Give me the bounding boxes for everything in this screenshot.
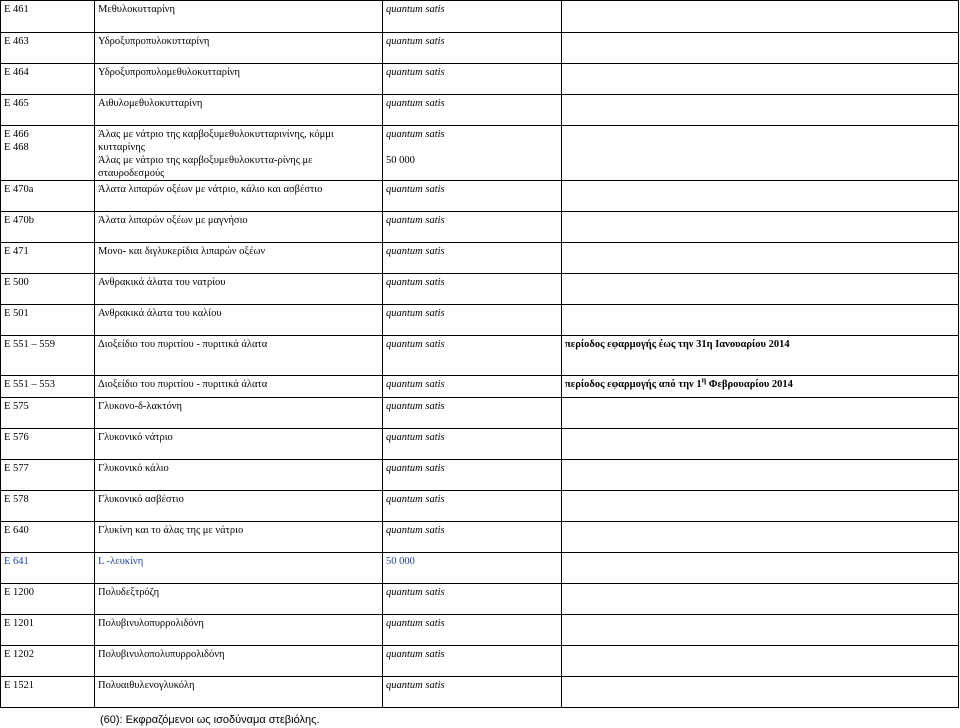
table-row	[1, 491, 959, 522]
table-row	[1, 615, 959, 646]
additive-name-cell: Διοξείδιο του πυριτίου - πυριτικά άλατα	[95, 336, 383, 376]
additive-name-cell: Πολυβινυλοπολυπυρρολιδόνη	[95, 646, 383, 677]
max-level-cell: quantum satis	[383, 491, 562, 522]
e-number-cell: E 465	[1, 95, 95, 126]
additive-name-cell: Άλατα λιπαρών οξέων με μαγνήσιο	[95, 212, 383, 243]
max-level-cell: quantum satis	[383, 64, 562, 95]
additive-name-cell: L -λευκίνη	[95, 553, 383, 584]
additive-name-cell: Πολυβινυλοπυρρολιδόνη	[95, 615, 383, 646]
max-level-cell	[383, 126, 562, 181]
max-level-cell: quantum satis	[383, 1, 562, 33]
remarks-cell	[562, 522, 959, 553]
e-number-cell: E 551 – 559	[1, 336, 95, 376]
max-level-value-2: 50 000	[386, 155, 415, 166]
table-row	[1, 274, 959, 305]
additive-name-cell: Αιθυλομεθυλοκυτταρίνη	[95, 95, 383, 126]
additive-name-cell: Άλας με νάτριο της καρβοξυμεθυλοκυτταρινίνης, κόμμι κυτταρίνης Άλας με νάτριο της καρβοξυμεθυλοκυττα-ρίνης με σταυροδεσμούς	[95, 126, 383, 181]
e-number-cell: E 463	[1, 33, 95, 64]
max-level-cell: quantum satis	[383, 274, 562, 305]
max-level-cell: quantum satis	[383, 95, 562, 126]
max-level-cell: quantum satis	[383, 677, 562, 708]
e-number-cell: E 1200	[1, 584, 95, 615]
max-level-cell: quantum satis	[383, 460, 562, 491]
max-level-cell: quantum satis	[383, 584, 562, 615]
e-number-cell: E 640	[1, 522, 95, 553]
max-level-cell: quantum satis	[383, 212, 562, 243]
additive-name-cell: Γλυκίνη και το άλας της με νάτριο	[95, 522, 383, 553]
table-row	[1, 64, 959, 95]
remarks-cell: περίοδος εφαρμογής έως την 31η Ιανουαρίου 2014	[562, 336, 959, 376]
e-number-cell: E 1202	[1, 646, 95, 677]
remarks-cell	[562, 584, 959, 615]
remarks-cell	[562, 181, 959, 212]
e-number-cell: E 575	[1, 398, 95, 429]
remarks-cell	[562, 212, 959, 243]
e-number-cell: E 641	[1, 553, 95, 584]
table-row	[1, 376, 959, 398]
e-number-cell: E 461	[1, 1, 95, 33]
remarks-cell	[562, 553, 959, 584]
e-number-cell: E 500	[1, 274, 95, 305]
max-level-cell: quantum satis	[383, 376, 562, 398]
table-row	[1, 646, 959, 677]
e-number-cell: E 551 – 553	[1, 376, 95, 398]
max-level-cell: 50 000	[383, 553, 562, 584]
remarks-text: περίοδος εφαρμογής από την 1	[565, 379, 702, 390]
e-number-cell: E 470b	[1, 212, 95, 243]
remarks-text-tail: Φεβρουαρίου 2014	[706, 379, 793, 390]
table-row	[1, 398, 959, 429]
table-row	[1, 243, 959, 274]
remarks-cell	[562, 305, 959, 336]
e-number-cell: E 1201	[1, 615, 95, 646]
max-level-cell: quantum satis	[383, 243, 562, 274]
e-number-cell: E 577	[1, 460, 95, 491]
max-level-value: quantum satis	[386, 129, 445, 140]
remarks-cell	[562, 243, 959, 274]
max-level-cell: quantum satis	[383, 646, 562, 677]
additive-name-cell: Άλατα λιπαρών οξέων με νάτριο, κάλιο και ασβέστιο	[95, 181, 383, 212]
e-number-cell: E 501	[1, 305, 95, 336]
table-row	[1, 553, 959, 584]
remarks-cell	[562, 64, 959, 95]
remarks-cell	[562, 615, 959, 646]
additive-name-cell: Ανθρακικά άλατα του καλίου	[95, 305, 383, 336]
additives-table-body	[1, 1, 959, 708]
remarks-cell	[562, 126, 959, 181]
additive-name-cell: Μονο- και διγλυκερίδια λιπαρών οξέων	[95, 243, 383, 274]
additive-name-cell: Πολυαιθυλενογλυκόλη	[95, 677, 383, 708]
table-row	[1, 305, 959, 336]
max-level-cell: quantum satis	[383, 398, 562, 429]
additive-name-cell: Γλυκονο-δ-λακτόνη	[95, 398, 383, 429]
remarks-cell	[562, 646, 959, 677]
e-number-cell: E 470a	[1, 181, 95, 212]
table-row	[1, 1, 959, 33]
remarks-cell	[562, 491, 959, 522]
max-level-cell: quantum satis	[383, 33, 562, 64]
table-row	[1, 95, 959, 126]
remarks-cell	[562, 677, 959, 708]
additive-name-cell: Πολυδεξτρόζη	[95, 584, 383, 615]
table-row	[1, 33, 959, 64]
max-level-cell: quantum satis	[383, 181, 562, 212]
remarks-cell	[562, 429, 959, 460]
table-row	[1, 181, 959, 212]
table-row	[1, 460, 959, 491]
e-number-cell: E 464	[1, 64, 95, 95]
table-row	[1, 336, 959, 376]
additive-name-cell: Υδροξυπροπυλοκυτταρίνη	[95, 33, 383, 64]
additive-name-cell: Γλυκονικό κάλιο	[95, 460, 383, 491]
e-number-cell: E 466 E 468	[1, 126, 95, 181]
max-level-cell: quantum satis	[383, 522, 562, 553]
table-row	[1, 126, 959, 181]
remarks-cell	[562, 460, 959, 491]
e-number-cell: E 576	[1, 429, 95, 460]
remarks-cell	[562, 33, 959, 64]
footnote: (60): Εκφραζόμενοι ως ισοδύναμα στεβιόλης.	[100, 714, 320, 726]
remarks-cell	[562, 398, 959, 429]
remarks-cell	[562, 95, 959, 126]
max-level-cell: quantum satis	[383, 615, 562, 646]
table-row	[1, 584, 959, 615]
additive-name-cell: Διοξείδιο του πυριτίου - πυριτικά άλατα	[95, 376, 383, 398]
max-level-cell: quantum satis	[383, 305, 562, 336]
e-number-cell: E 578	[1, 491, 95, 522]
max-level-cell: quantum satis	[383, 429, 562, 460]
table-row	[1, 429, 959, 460]
e-number-cell: E 1521	[1, 677, 95, 708]
additive-name-cell: Υδροξυπροπυλομεθυλοκυτταρίνη	[95, 64, 383, 95]
e-number-cell: E 471	[1, 243, 95, 274]
max-level-cell: quantum satis	[383, 336, 562, 376]
remarks-cell	[562, 376, 959, 398]
additive-name-cell: Γλυκονικό νάτριο	[95, 429, 383, 460]
additive-name-cell: Μεθυλοκυτταρίνη	[95, 1, 383, 33]
additive-name-cell: Γλυκονικό ασβέστιο	[95, 491, 383, 522]
table-row	[1, 522, 959, 553]
remarks-cell	[562, 274, 959, 305]
remarks-cell	[562, 1, 959, 33]
table-row	[1, 212, 959, 243]
table-row	[1, 677, 959, 708]
additive-name-cell: Ανθρακικά άλατα του νατρίου	[95, 274, 383, 305]
remarks-superscript: η	[701, 375, 707, 385]
